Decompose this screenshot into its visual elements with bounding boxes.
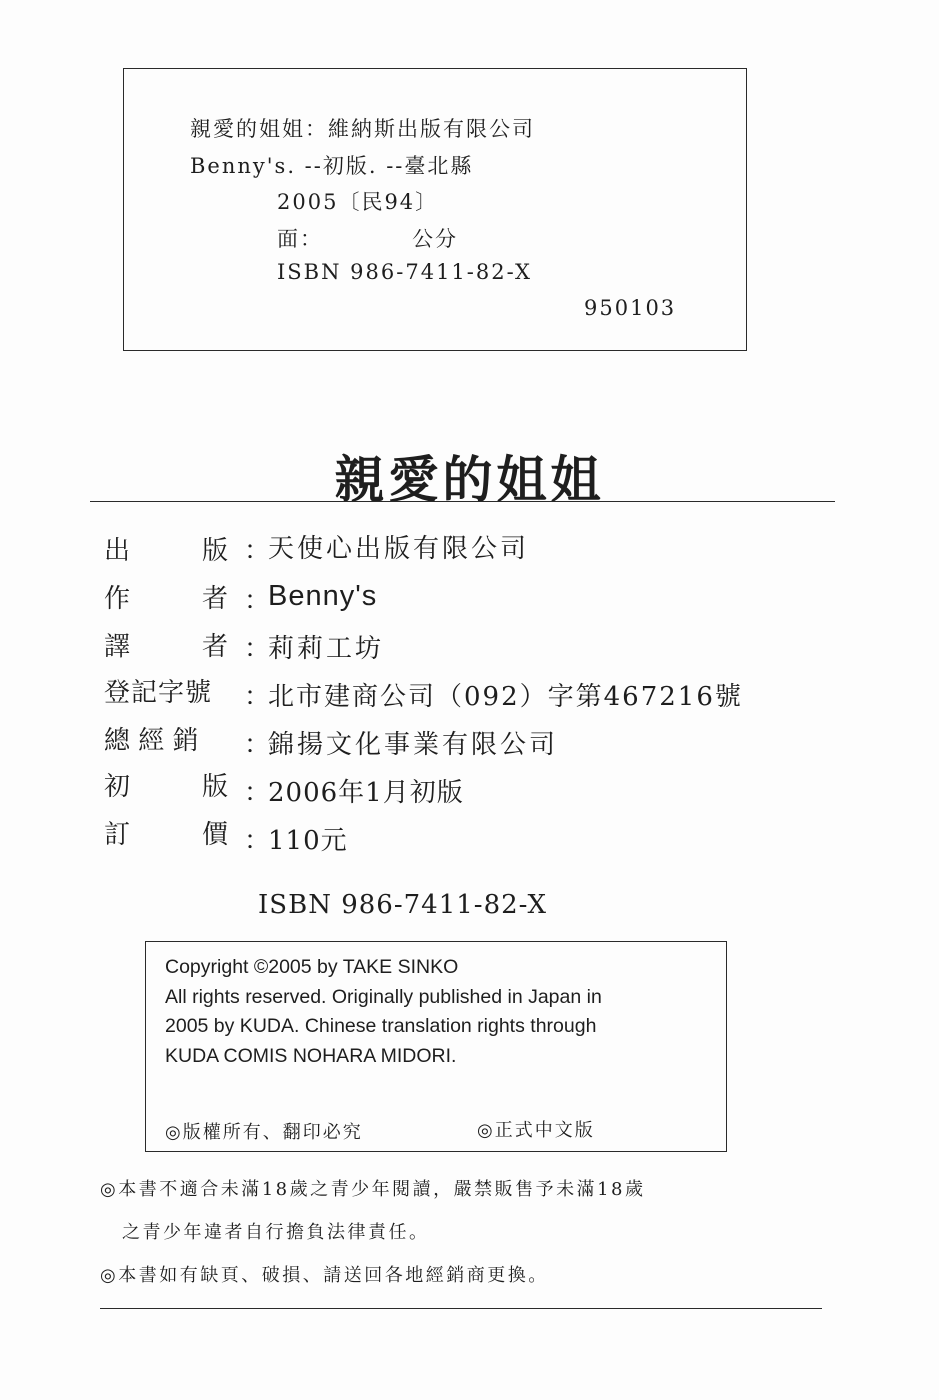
copyright-line: KUDA COMIS NOHARA MIDORI. (165, 1045, 457, 1067)
credit-separator: ： (244, 634, 271, 664)
credit-label-author: 作 者 (104, 584, 228, 614)
credit-label-publisher: 出 版 (104, 536, 228, 566)
cip-year: 2005〔民94〕 (277, 190, 439, 214)
age-notice-line-1: ◎本書不適合未滿18歲之青少年閱讀，嚴禁販售予未滿18歲 (100, 1179, 646, 1200)
credit-value-price: 110元 (268, 826, 348, 856)
edition-notice: ◎正式中文版 (477, 1120, 595, 1141)
credit-value-author: Benny's (268, 580, 378, 612)
credit-separator: ： (244, 586, 271, 616)
credit-value-publisher: 天使心出版有限公司 (268, 534, 530, 564)
age-notice-line-2: 之青少年違者自行擔負法律責任。 (122, 1222, 430, 1243)
copyright-line: Copyright ©2005 by TAKE SINKO (165, 956, 459, 978)
bottom-divider (100, 1308, 822, 1309)
credit-label-registration: 登記字號 (104, 678, 213, 708)
credit-label-distributor: 總 經 銷 (104, 726, 199, 756)
cip-box (123, 68, 747, 351)
credit-label-first-edition: 初 版 (104, 772, 228, 802)
copyright-box (145, 941, 727, 1152)
rights-notice: ◎版權所有、翻印必究 (165, 1122, 363, 1143)
title-divider (90, 501, 835, 502)
cip-code: 950103 (584, 296, 677, 320)
cip-size-unit: 公分 (412, 227, 458, 251)
credit-value-registration: 北市建商公司（092）字第467216號 (268, 682, 743, 712)
book-title: 親愛的姐姐 (334, 450, 605, 509)
cip-pages-label: 面： (277, 227, 323, 251)
credit-value-distributor: 錦揚文化事業有限公司 (268, 730, 559, 760)
defect-notice: ◎本書如有缺頁、破損、請送回各地經銷商更換。 (100, 1265, 549, 1286)
credit-label-translator: 譯 者 (104, 632, 228, 662)
credit-separator: ： (244, 778, 271, 808)
copyright-line: 2005 by KUDA. Chinese translation rights through (165, 1015, 597, 1037)
credit-separator: ： (244, 730, 271, 760)
credit-label-price: 訂 價 (104, 820, 228, 850)
cip-title-publisher: 親愛的姐姐：維納斯出版有限公司 (190, 117, 535, 141)
credit-separator: ： (244, 682, 271, 712)
credit-separator: ： (244, 826, 271, 856)
credit-separator: ： (244, 536, 271, 566)
credit-value-translator: 莉莉工坊 (268, 634, 385, 664)
cip-isbn: ISBN 986-7411-82-X (277, 260, 532, 284)
isbn: ISBN 986-7411-82-X (258, 890, 548, 920)
cip-author-edition: Benny's. --初版. --臺北縣 (190, 154, 474, 178)
copyright-line: All rights reserved. Originally published in Japan in (165, 986, 602, 1008)
credit-value-first-edition: 2006年1月初版 (268, 778, 464, 808)
